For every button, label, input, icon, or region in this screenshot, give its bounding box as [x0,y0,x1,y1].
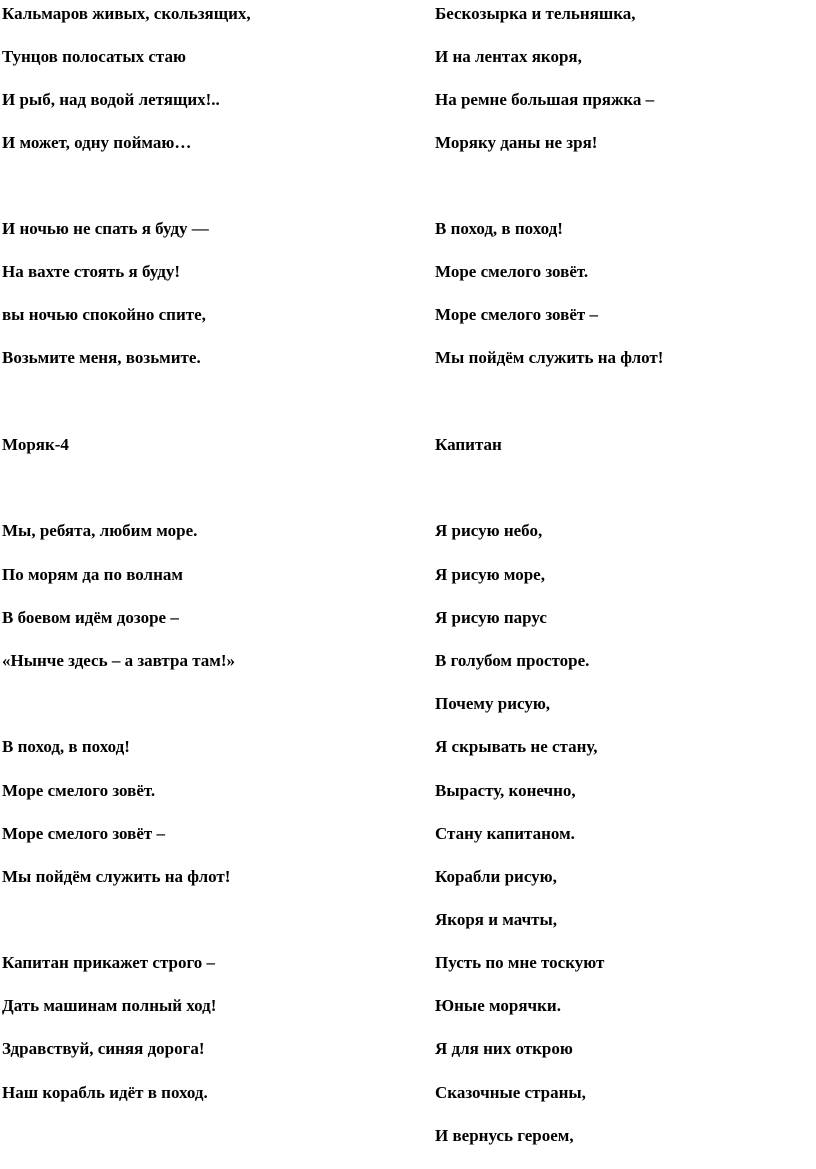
poem-line: На ремне большая пряжка – [435,90,655,109]
poem-line: Бескозырка и тельняшка, [435,4,636,23]
poem-line: Сказочные страны, [435,1083,586,1102]
poem-line: Капитан прикажет строго – [2,953,216,972]
poem-line: Корабли рисую, [435,867,557,886]
poem-line: Возьмите меня, возьмите. [2,348,201,367]
poem-line: И ночью не спать я буду — [2,219,209,238]
poem-line: Я скрывать не стану, [435,737,598,756]
poem-line: Моряку даны не зря! [435,133,598,152]
poem-line: Мы, ребята, любим море. [2,521,198,540]
poem-line: Мы пойдём служить на флот! [2,867,231,886]
poem-line: И на лентах якоря, [435,47,582,66]
poem-line: И вернусь героем, [435,1126,574,1145]
section-heading: Моряк-4 [2,435,69,454]
poem-line: Вырасту, конечно, [435,781,576,800]
poem-line: Море смелого зовёт. [435,262,589,281]
poem-line: В голубом просторе. [435,651,590,670]
poem-line: Море смелого зовёт – [2,824,165,843]
poem-line: На вахте стоять я буду! [2,262,181,281]
poem-line: «Нынче здесь – а завтра там!» [2,651,235,670]
poem-line: Море смелого зовёт – [435,305,598,324]
poem-line: Пусть по мне тоскуют [435,953,605,972]
poem-line: Я рисую небо, [435,521,543,540]
poem-line: Дать машинам полный ход! [2,996,217,1015]
poem-line: Море смелого зовёт. [2,781,156,800]
poem-line: Юные морячки. [435,996,561,1015]
poem-line: В поход, в поход! [2,737,130,756]
poem-line: В боевом идём дозоре – [2,608,179,627]
poem-line: Тунцов полосатых стаю [2,47,186,66]
poem-line: Здравствуй, синяя дорога! [2,1039,205,1058]
poem-line: Кальмаров живых, скользящих, [2,4,251,23]
section-heading: Капитан [435,435,502,454]
poem-line: Я рисую море, [435,565,545,584]
poem-line: Мы пойдём служить на флот! [435,348,664,367]
poem-line: Я рисую парус [435,608,547,627]
poem-line: вы ночью спокойно спите, [2,305,206,324]
poem-line: В поход, в поход! [435,219,563,238]
poem-line: И рыб, над водой летящих!.. [2,90,220,109]
poem-line: По морям да по волнам [2,565,183,584]
poem-line: Я для них открою [435,1039,573,1058]
poem-line: Стану капитаном. [435,824,575,843]
poem-line: Наш корабль идёт в поход. [2,1083,208,1102]
poem-line: И может, одну поймаю… [2,133,192,152]
poem-line: Почему рисую, [435,694,551,713]
poem-line: Якоря и мачты, [435,910,558,929]
